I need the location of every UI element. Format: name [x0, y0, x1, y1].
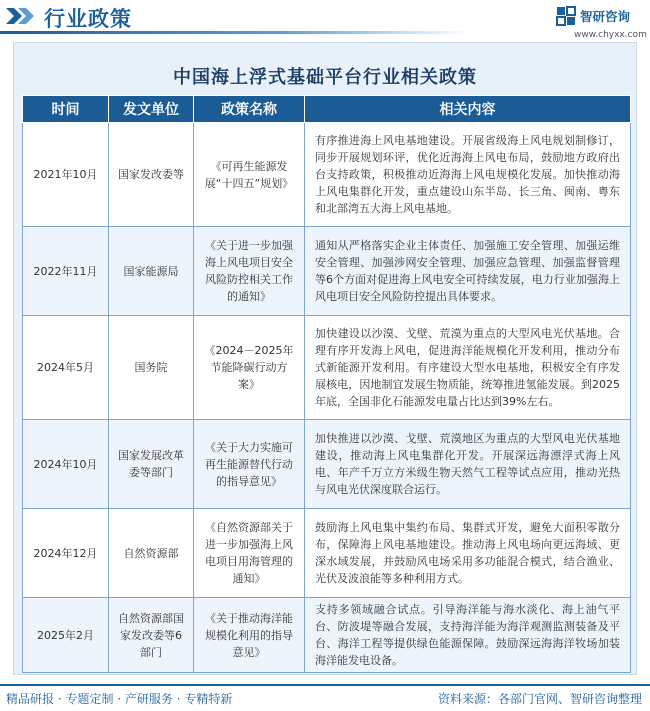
row-unit: 国家发展改革委等部门 — [109, 420, 194, 509]
row-policy-name: 《关于推动海洋能规模化利用的指导意见》 — [194, 598, 305, 673]
row-time: 2021年10月 — [23, 123, 109, 227]
row-unit: 自然资源部 — [109, 509, 194, 598]
policy-table — [22, 95, 631, 673]
row-content: 有序推进海上风电基地建设。开展省级海上风电规划制修订，同步开展规划环评，优化近海海上风电布局，鼓励地方政府出台支持政策，积极推动近海海上风电规模化发展。加快推动海上风电集群化开发，重点建设山东半岛、长三角、闽南、粤东和北部湾五大海上风电基地。 — [305, 123, 631, 227]
brand-name: 智研咨询 — [580, 9, 631, 24]
table-row — [23, 227, 631, 316]
table-row — [23, 420, 631, 509]
row-unit: 国家发改委等 — [109, 123, 194, 227]
footer-source: 资料来源：各部门官网、智研咨询整理 — [437, 692, 642, 706]
section-title: 行业政策 — [44, 7, 132, 31]
title-underline — [0, 31, 470, 34]
brand-logo-icon — [556, 6, 576, 26]
row-time: 2024年5月 — [23, 316, 109, 420]
row-content: 鼓励海上风电集中集约布局、集群式开发，避免大面积零散分布，保障海上风电基地建设。推动海上风电场向更远海域、更深水域发展，并鼓励风电场采用多功能混合模式，结合渔业、光伏及波浪能等多种利用方式。 — [305, 509, 631, 598]
row-policy-name: 《关于大力实施可再生能源替代行动的指导意见》 — [194, 420, 305, 509]
table-row — [23, 598, 631, 673]
table-row — [23, 123, 631, 227]
website-url: www.chyxx.com — [574, 30, 647, 40]
row-unit: 自然资源部国家发改委等6部门 — [109, 598, 194, 673]
table-row — [23, 316, 631, 420]
column-header-content: 相关内容 — [305, 96, 631, 123]
policy-panel — [13, 42, 637, 675]
row-time: 2024年12月 — [23, 509, 109, 598]
row-content: 加快建设以沙漠、戈壁、荒漠为重点的大型风电光伏基地。合理有序开发海上风电，促进海洋能规模化开发利用，推动分布式新能源开发利用。有序建设大型水电基地，积极安全有序发展核电，因地制宜发展生物质能，统筹推进氢能发展。到2025年底，全国非化石能源发电量占比达到39%左右。 — [305, 316, 631, 420]
row-content: 支持多领域融合试点。引导海洋能与海水淡化、海上油气平台、防波堤等融合发展，支持海洋能为海洋观测监测装备及平台、海洋工程等提供绿色能源保障。鼓励深远海海洋牧场加装海洋能发电设备。 — [305, 598, 631, 673]
row-policy-name: 《自然资源部关于进一步加强海上风电项目用海管理的通知》 — [194, 509, 305, 598]
row-content: 通知从严格落实企业主体责任、加强施工安全管理、加强运维安全管理、加强涉网安全管理、加强应急管理、加强监督管理等6个方面对促进海上风电安全可持续发展，电力行业加强海上风电项目安全风险防控提出具体要求。 — [305, 227, 631, 316]
row-policy-name: 《可再生能源发展“十四五”规划》 — [194, 123, 305, 227]
footer-bar — [0, 684, 650, 711]
row-policy-name: 《关于进一步加强海上风电项目安全风险防控相关工作的通知》 — [194, 227, 305, 316]
table-header-row — [23, 96, 631, 123]
table-row — [23, 509, 631, 598]
row-time: 2022年11月 — [23, 227, 109, 316]
row-policy-name: 《2024－2025年节能降碳行动方案》 — [194, 316, 305, 420]
double-chevron-icon — [6, 6, 36, 26]
row-time: 2025年2月 — [23, 598, 109, 673]
table-title: 中国海上浮式基础平台行业相关政策 — [173, 67, 477, 88]
top-header — [0, 0, 650, 40]
row-content: 加快推进以沙漠、戈壁、荒漠地区为重点的大型风电光伏基地建设，推动海上风电集群化开发。开展深远海漂浮式海上风电、年产千万立方米级生物天然气工程等试点应用，推动光热与风电光伏深度联合运行。 — [305, 420, 631, 509]
column-header-policy-name: 政策名称 — [194, 96, 305, 123]
row-unit: 国务院 — [109, 316, 194, 420]
row-unit: 国家能源局 — [109, 227, 194, 316]
footer-services: 精品研报 · 专题定制 · 产研服务 · 专精特新 — [6, 692, 233, 706]
column-header-time: 时间 — [23, 96, 109, 123]
row-time: 2024年10月 — [23, 420, 109, 509]
column-header-unit: 发文单位 — [109, 96, 194, 123]
